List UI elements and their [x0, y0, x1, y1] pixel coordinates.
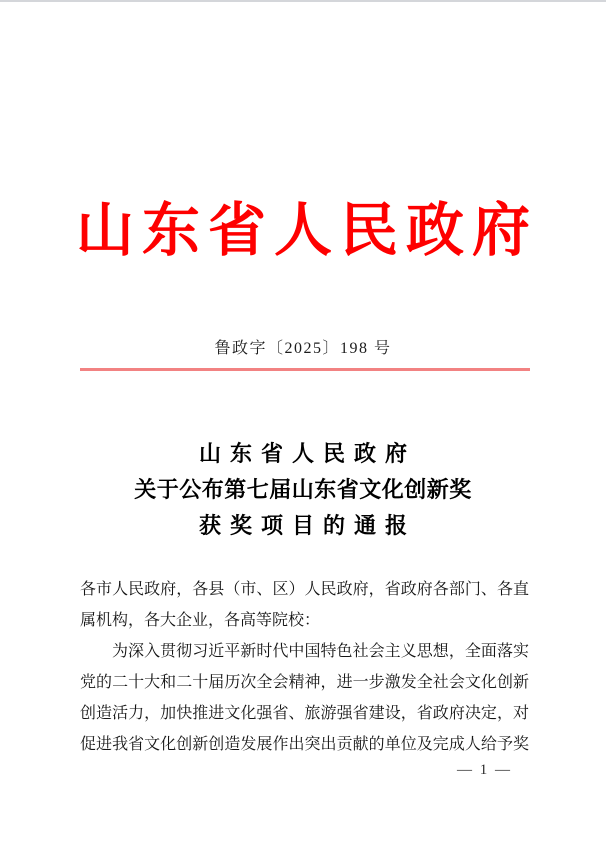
body-line: 各市人民政府，各县（市、区）人民政府，省政府各部门、各直 [80, 581, 529, 598]
body-line: 党的二十大和二十届历次全会精神，进一步激发全社会文化创新 [80, 674, 529, 691]
document-reference-number: 鲁政字〔2025〕198 号 [214, 340, 392, 357]
body-line: 创造活力，加快推进文化强省、旅游强省建设，省政府决定，对 [80, 705, 529, 722]
document-title-line-3: 获奖项目的通报 [198, 513, 416, 538]
page-number: — 1 — [457, 762, 512, 778]
window-top-edge [0, 0, 606, 2]
red-divider-line [80, 368, 530, 371]
red-letterhead-org-name: 山东省人民政府 [75, 198, 538, 263]
body-line: 属机构，各大企业，各高等院校： [80, 612, 321, 629]
document-body [80, 574, 529, 760]
body-line: 促进我省文化创新创造发展作出突出贡献的单位及完成人给予奖 [80, 736, 529, 753]
body-line: 为深入贯彻习近平新时代中国特色社会主义思想，全面落实 [112, 643, 529, 660]
document-title-line-1: 山东省人民政府 [198, 441, 416, 466]
document-title [0, 436, 606, 544]
document-title-line-2: 关于公布第七届山东省文化创新奖 [134, 477, 472, 502]
